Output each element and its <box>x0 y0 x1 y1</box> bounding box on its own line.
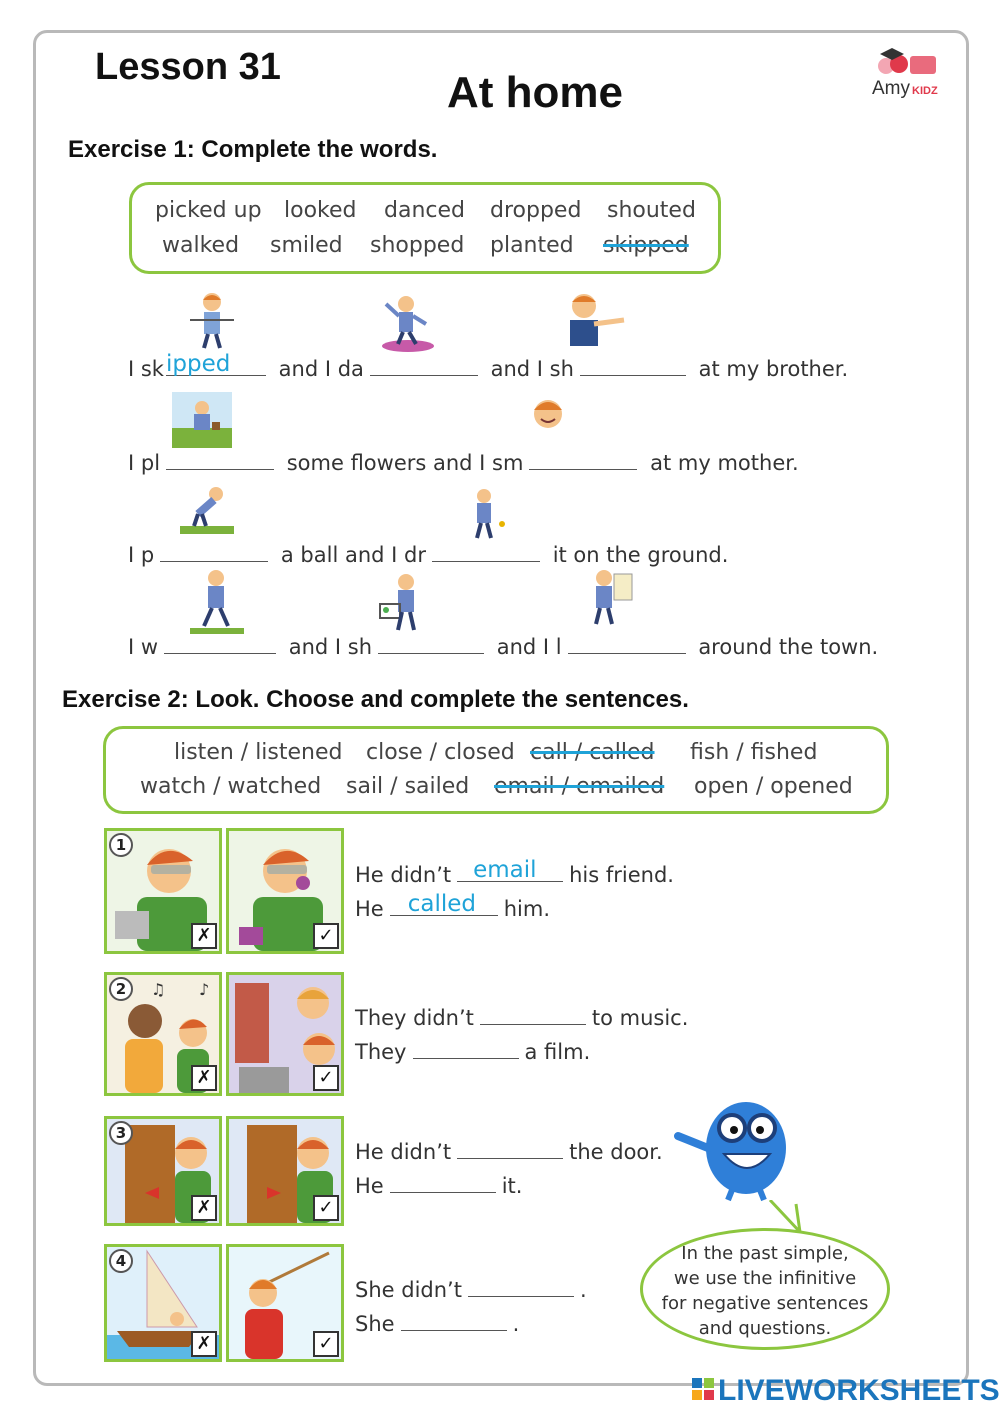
word-bank-item: walked <box>162 233 240 258</box>
answer-field[interactable] <box>378 634 484 654</box>
sentence-text: He <box>355 897 384 921</box>
item2-sentence-2 <box>355 1039 590 1064</box>
svg-text:♪: ♪ <box>199 980 210 999</box>
line-text: at my mother. <box>650 451 799 475</box>
sentence-text: it. <box>501 1174 523 1198</box>
girl-planting-illustration <box>172 392 232 448</box>
line-text: at my brother. <box>698 357 849 381</box>
sentence-text: a film. <box>524 1040 591 1064</box>
line-text: and I sh <box>490 357 574 381</box>
exercise1-line-1 <box>128 351 849 381</box>
word-bank-item: smiled <box>270 233 343 258</box>
answer-field[interactable] <box>480 1005 586 1025</box>
boy-picking-up-illustration <box>180 486 234 536</box>
line-text: some flowers and I sm <box>286 451 524 475</box>
page-title: At home <box>447 68 623 117</box>
word-bank-item-used: email / emailed <box>494 774 665 799</box>
sentence-text: his friend. <box>569 863 674 887</box>
item4-sentence-2 <box>355 1311 519 1336</box>
sentence-text: . <box>579 1278 587 1302</box>
cross-mark: ✗ <box>191 1195 217 1221</box>
item4-picture-cross <box>104 1244 222 1362</box>
cross-mark: ✗ <box>191 1065 217 1091</box>
boy-skipping-illustration <box>182 290 242 350</box>
answer-field[interactable] <box>432 542 540 562</box>
item1-sentence-2 <box>355 891 550 921</box>
word-bank-item: planted <box>490 233 574 258</box>
answer-text: called <box>407 891 476 917</box>
answer-field[interactable] <box>568 634 686 654</box>
word-bank-item-used: call / called <box>530 740 655 765</box>
amy-kidz-logo <box>866 44 956 104</box>
answer-field[interactable] <box>165 351 266 377</box>
tick-mark: ✓ <box>313 1065 339 1091</box>
line-text: I w <box>128 635 159 659</box>
sentence-text: She <box>355 1312 395 1336</box>
answer-field[interactable] <box>457 857 563 883</box>
item2-picture-tick <box>226 972 344 1096</box>
word-bank-item: fish / fished <box>690 740 818 765</box>
answer-field[interactable] <box>166 450 274 470</box>
boy-walking-illustration <box>190 568 244 636</box>
item-number: 3 <box>109 1121 133 1145</box>
word-bank-item: looked <box>284 198 357 223</box>
answer-field[interactable] <box>401 1311 507 1331</box>
boy-dancing-illustration <box>376 294 436 354</box>
line-text: around the town. <box>698 635 879 659</box>
sentence-text: . <box>512 1312 520 1336</box>
item1-picture-tick <box>226 828 344 954</box>
sentence-text: They <box>355 1040 407 1064</box>
sentence-text: They didn’t <box>355 1006 474 1030</box>
tick-mark: ✓ <box>313 1195 339 1221</box>
word-bank-item: close / closed <box>366 740 515 765</box>
boy-looking-illustration <box>584 568 636 626</box>
tick-mark: ✓ <box>313 923 339 949</box>
blue-mascot-illustration <box>672 1092 802 1202</box>
bubble-line: for negative sentences <box>661 1293 869 1314</box>
answer-field[interactable] <box>529 450 637 470</box>
sentence-text: He didn’t <box>355 1140 452 1164</box>
item2-sentence-1 <box>355 1005 688 1030</box>
answer-field[interactable] <box>390 1173 496 1193</box>
item3-sentence-1 <box>355 1139 663 1164</box>
answer-field[interactable] <box>390 891 498 917</box>
boy-shouting-illustration <box>560 290 632 350</box>
exercise1-heading: Exercise 1: Complete the words. <box>68 136 438 163</box>
cross-mark: ✗ <box>191 923 217 949</box>
exercise1-line-3 <box>128 542 728 567</box>
cross-mark: ✗ <box>191 1331 217 1357</box>
item4-sentence-1 <box>355 1277 587 1302</box>
line-text: and I l <box>496 635 562 659</box>
item1-picture-cross <box>104 828 222 954</box>
answer-text: ipped <box>165 351 231 377</box>
answer-text: email <box>473 857 537 883</box>
liveworksheets-logo-icon <box>692 1378 716 1404</box>
item-number: 2 <box>109 977 133 1001</box>
line-text: a ball and I dr <box>280 543 426 567</box>
sentence-text: He didn’t <box>355 863 452 887</box>
boy-smiling-illustration <box>530 394 566 434</box>
item2-picture-cross <box>104 972 222 1096</box>
svg-text:♫: ♫ <box>151 980 166 999</box>
exercise2-heading: Exercise 2: Look. Choose and complete the sentences. <box>62 686 689 713</box>
boy-shopping-illustration <box>376 572 426 634</box>
word-bank-item: dropped <box>490 198 582 223</box>
item3-picture-cross <box>104 1116 222 1226</box>
word-bank-item-used: skipped <box>603 233 689 258</box>
item3-sentence-2 <box>355 1173 522 1198</box>
word-bank-item: picked up <box>155 198 262 223</box>
item-number: 1 <box>109 833 133 857</box>
item1-sentence-1 <box>355 857 674 887</box>
word-bank-item: listen / listened <box>174 740 343 765</box>
boy-dropping-illustration <box>462 488 512 542</box>
answer-field[interactable] <box>457 1139 563 1159</box>
answer-field[interactable] <box>468 1277 574 1297</box>
word-bank-item: watch / watched <box>140 774 322 799</box>
bubble-line: In the past simple, <box>681 1243 849 1264</box>
sentence-text: to music. <box>591 1006 689 1030</box>
item3-picture-tick <box>226 1116 344 1226</box>
answer-field[interactable] <box>413 1039 519 1059</box>
word-bank-item: sail / sailed <box>346 774 470 799</box>
logo-text: Amy <box>872 78 910 99</box>
tick-mark: ✓ <box>313 1331 339 1357</box>
liveworksheets-brand: LIVEWORKSHEETS <box>718 1374 1000 1407</box>
line-text: I pl <box>128 451 161 475</box>
answer-field[interactable] <box>164 634 276 654</box>
line-text: I sk <box>128 357 164 381</box>
sentence-text: the door. <box>569 1140 663 1164</box>
item4-picture-tick <box>226 1244 344 1362</box>
sentence-text: He <box>355 1174 384 1198</box>
word-bank-item: shouted <box>607 198 696 223</box>
bubble-line: we use the infinitive <box>673 1268 857 1289</box>
answer-field[interactable] <box>370 356 478 376</box>
exercise1-line-2 <box>128 450 799 475</box>
line-text: and I sh <box>288 635 373 659</box>
line-text: it on the ground. <box>552 543 729 567</box>
grammar-tip-bubble <box>640 1228 890 1350</box>
answer-field[interactable] <box>160 542 268 562</box>
sentence-text: him. <box>503 897 550 921</box>
bubble-line: and questions. <box>698 1318 832 1339</box>
line-text: I p <box>128 543 155 567</box>
word-bank-item: shopped <box>370 233 465 258</box>
logo-sub: KIDZ <box>912 85 938 97</box>
answer-field[interactable] <box>580 356 686 376</box>
item-number: 4 <box>109 1249 133 1273</box>
word-bank-item: open / opened <box>694 774 853 799</box>
word-bank-item: danced <box>384 198 465 223</box>
line-text: and I da <box>278 357 364 381</box>
sentence-text: She didn’t <box>355 1278 462 1302</box>
exercise1-line-4 <box>128 634 878 659</box>
exercise1-word-bank <box>129 182 721 274</box>
lesson-number: Lesson 31 <box>95 46 281 88</box>
